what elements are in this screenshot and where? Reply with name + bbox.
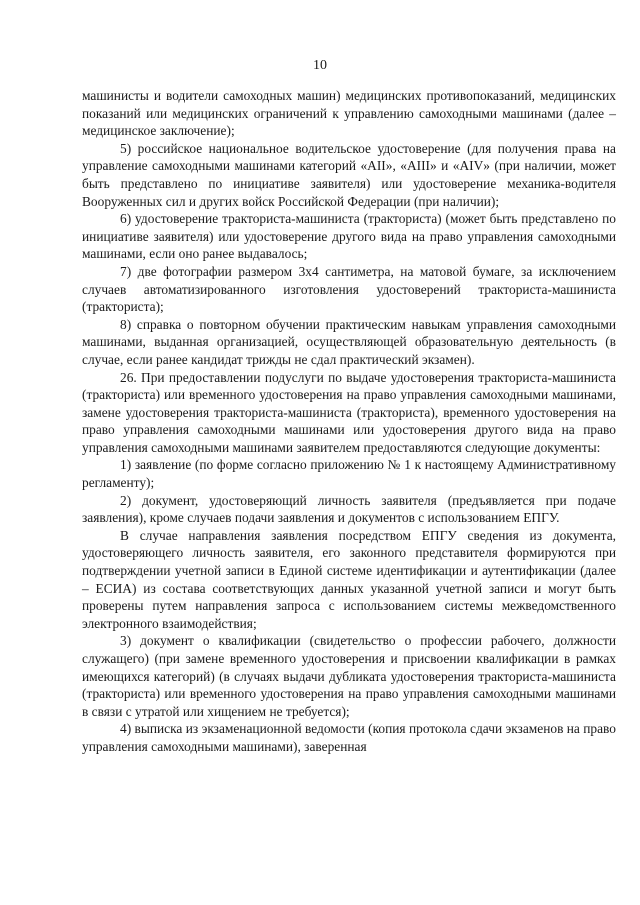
paragraph: 2) документ, удостоверяющий личность заявителя (предъявляется при подаче заявления), кроме случаев подачи заявления и документов с использованием ЕПГУ.	[82, 492, 616, 526]
paragraph: 6) удостоверение тракториста-машиниста (тракториста) (может быть представлено по инициативе заявителя) или удостоверение другого вида на право управления самоходными машинами, если оно ранее выдавалось;	[82, 211, 616, 262]
document-body	[82, 87, 616, 756]
paragraph: 1) заявление (по форме согласно приложению № 1 к настоящему Административному регламенту);	[82, 457, 616, 491]
page-number: 10	[313, 58, 327, 73]
paragraph: 8) справка о повторном обучении практическим навыкам управления самоходными машинами, выданная организацией, осуществляющей образовательную деятельность (в случае, если ранее кандидат трижды не сдал практический экзамен).	[82, 316, 616, 367]
paragraph: 26. При предоставлении подуслуги по выдаче удостоверения тракториста-машиниста (тракториста) или временного удостоверения на право управления самоходными машинами, замене удостоверения тракториста-машиниста (тракториста), временного удостоверения на право управления самоходными машинами или удостоверения другого вида на право управления самоходными машинами заявителем предоставляются следующие документы:	[82, 369, 616, 455]
paragraph: машинисты и водители самоходных машин) медицинских противопоказаний, медицинских показаний или медицинских ограничений к управлению самоходными машинами (далее – медицинское заключение);	[82, 88, 616, 139]
paragraph: 5) российское национальное водительское удостоверение (для получения права на управление самоходными машинами категорий «AII», «AIII» и «AIV» (при наличии, может быть представлено по инициативе заявителя) или удостоверение механика-водителя Вооруженных сил и других войск Российской Федерации (при наличии);	[82, 140, 616, 209]
paragraph: 4) выписка из экзаменационной ведомости (копия протокола сдачи экзаменов на право управления самоходными машинами), заверенная	[82, 721, 616, 754]
paragraph: В случае направления заявления посредством ЕПГУ сведения из документа, удостоверяющего личность заявителя, его законного представителя формируются при подтверждении учетной записи в Единой системе идентификации и аутентификации (далее – ЕСИА) из состава соответствующих данных указанной учетной записи и могут быть проверены путем направления запроса с использованием системы межведомственного электронного взаимодействия;	[82, 527, 616, 631]
paragraph: 7) две фотографии размером 3x4 сантиметра, на матовой бумаге, за исключением случаев автоматизированного изготовления удостоверений тракториста-машиниста (тракториста);	[82, 263, 616, 315]
paragraph: 3) документ о квалификации (свидетельство о профессии рабочего, должности служащего) (при замене временного удостоверения и присвоении квалификации в рамках имеющихся категорий) (в случаях выдачи дубликата удостоверения тракториста-машиниста (тракториста) или временного удостоверения на право управления самоходными машинами в связи с утратой или хищением не требуется);	[82, 633, 616, 719]
